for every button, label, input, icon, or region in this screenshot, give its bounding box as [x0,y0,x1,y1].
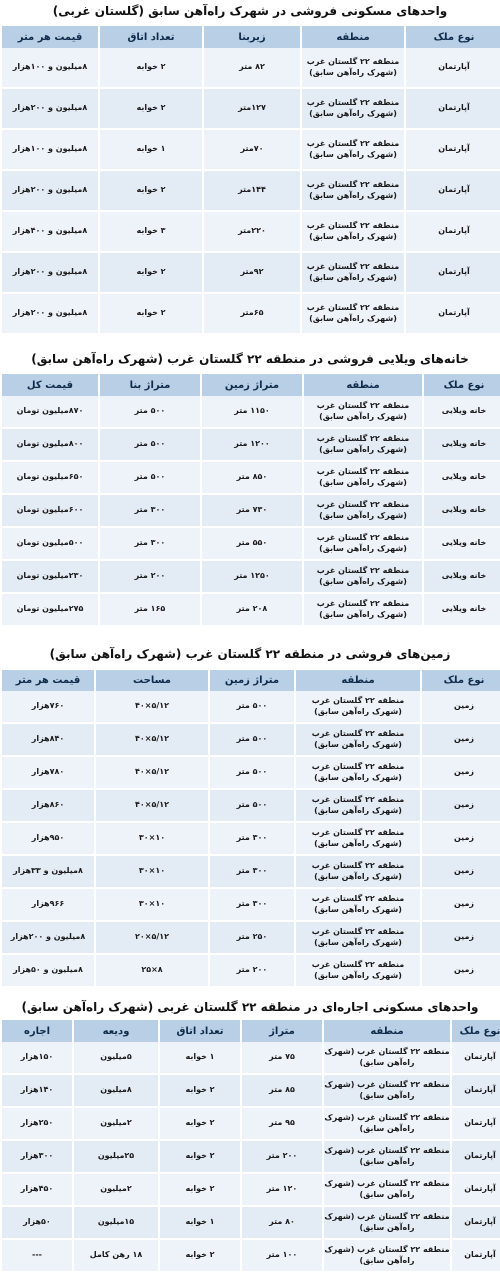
table-row [2,1042,500,1075]
table-cell: منطقه ۲۲ گلستان غرب (شهرک راه‌آهن سابق) [296,691,420,724]
table-cell: --- [2,1240,72,1273]
table-cell: ۸۵۰ متر [202,462,302,495]
table-cell: ۲۵۰ متر [210,922,294,955]
table-cell: ۷۶۰هزار [2,691,94,724]
table-cell: ۵میلیون [74,1042,158,1075]
table-cell: ۸۵ متر [242,1075,322,1108]
column-header: نوع ملک [424,374,500,396]
table-cell: آپارتمان [452,1141,500,1174]
table-cell: ۳ خوابه [100,212,202,253]
table-row [2,1141,500,1174]
sale-villas-section [0,346,500,636]
table-cell: ۵/۱۲×۲۰ [96,922,208,955]
column-header: زیربنا [204,26,300,48]
table-cell: ۵۰۰میلیون تومان [2,528,98,561]
table-cell: منطقه ۲۲ گلستان غرب (شهرک راه‌آهن سابق) [324,1207,450,1240]
table-cell: منطقه ۲۲ گلستان غرب (شهرک راه‌آهن سابق) [324,1141,450,1174]
table-cell: ۲ خوابه [100,294,202,335]
table-cell: خانه ویلایی [424,528,500,561]
table-cell: آپارتمان [406,253,500,294]
table-cell: ۱۲۷متر [204,89,300,130]
table-row [2,462,500,495]
table-cell: ۸میلیون و ۲۰۰هزار [2,171,98,212]
table-cell: منطقه ۲۲ گلستان غرب (شهرک راه‌آهن سابق) [296,790,420,823]
table-cell: ۲۳۰میلیون تومان [2,561,98,594]
table-cell: ۱۴۰هزار [2,1075,72,1108]
table-cell: ۸میلیون [74,1075,158,1108]
table-cell: ۱۲۰۰ متر [202,429,302,462]
table-cell: ۹۶۶هزار [2,889,94,922]
table-cell: ۵۰۰ متر [210,724,294,757]
table-row [2,1240,500,1273]
table-cell: ۵/۱۲×۴۰ [96,691,208,724]
table-cell: ۱ خوابه [160,1042,240,1075]
table-cell: ۸×۲۵ [96,955,208,988]
table-cell: منطقه ۲۲ گلستان غرب (شهرک راه‌آهن سابق) [296,757,420,790]
table-cell: ۲۷۵میلیون تومان [2,594,98,627]
table-cell: خانه ویلایی [424,429,500,462]
table-row [2,48,500,89]
table-cell: آپارتمان [406,171,500,212]
table-cell: زمین [422,691,500,724]
sale-villas-table [0,374,500,627]
table-row [2,1174,500,1207]
table-cell: منطقه ۲۲ گلستان غرب (شهرک راه‌آهن سابق) [302,89,404,130]
column-header: نوع ملک [422,670,500,691]
column-header: متراژ [242,1020,322,1042]
table-cell: ۶۰۰میلیون تومان [2,495,98,528]
table-cell: منطقه ۲۲ گلستان غرب (شهرک راه‌آهن سابق) [296,856,420,889]
table-cell: آپارتمان [452,1108,500,1141]
table-cell: ۵/۱۲×۴۰ [96,757,208,790]
table-cell: ۷۵ متر [242,1042,322,1075]
table-cell: ۸میلیون و ۳۳هزار [2,856,94,889]
table-cell: ۲میلیون [74,1174,158,1207]
table-cell: آپارتمان [452,1174,500,1207]
section-title: واحدهای مسکونی اجاره‌ای در منطقه ۲۲ گلستان غربی (شهرک راه‌آهن سابق) [21,1000,479,1014]
table-row [2,528,500,561]
table-cell: ۵/۱۲×۴۰ [96,790,208,823]
table-cell: ۲ خوابه [100,171,202,212]
table-cell: ۸۷۰میلیون تومان [2,396,98,429]
table-cell: ۲۰۸ متر [202,594,302,627]
table-cell: خانه ویلایی [424,495,500,528]
table-cell: ۳۰۰هزار [2,1141,72,1174]
table-cell: ۳۰۰ متر [210,823,294,856]
table-cell: ۲ خوابه [160,1075,240,1108]
table-cell: ۹۵۰هزار [2,823,94,856]
table-cell: آپارتمان [452,1042,500,1075]
table-cell: زمین [422,724,500,757]
table-cell: ۱۵۰هزار [2,1042,72,1075]
table-cell: منطقه ۲۲ گلستان غرب (شهرک راه‌آهن سابق) [302,48,404,89]
table-cell: ۳۰۰ متر [100,528,200,561]
table-cell: منطقه ۲۲ گلستان غرب (شهرک راه‌آهن سابق) [296,922,420,955]
table-header-row [2,26,500,48]
table-cell: ۱۰×۳۰ [96,823,208,856]
table-cell: ۲۰۰ متر [242,1141,322,1174]
table-cell: ۲۰۰ متر [100,561,200,594]
table-cell: ۱۰×۳۰ [96,856,208,889]
table-cell: منطقه ۲۲ گلستان غرب (شهرک راه‌آهن سابق) [304,396,422,429]
table-cell: ۸میلیون و ۵۰هزار [2,955,94,988]
column-header: منطقه [296,670,420,691]
column-header: مساحت [96,670,208,691]
table-cell: ۵۵۰ متر [202,528,302,561]
column-header: منطقه [304,374,422,396]
column-header: منطقه [302,26,404,48]
column-header: متراژ بنا [100,374,200,396]
column-header: نوع ملک [406,26,500,48]
table-cell: ۱۲۰ متر [242,1174,322,1207]
table-cell: آپارتمان [406,48,500,89]
table-cell: ۵۰۰ متر [100,429,200,462]
table-cell: ۸میلیون و ۴۰۰هزار [2,212,98,253]
table-cell: ۵۰هزار [2,1207,72,1240]
table-row [2,955,500,988]
table-cell: ۲۰۰ متر [210,955,294,988]
table-row [2,691,500,724]
table-cell: ۲ خوابه [160,1108,240,1141]
table-cell: منطقه ۲۲ گلستان غرب (شهرک راه‌آهن سابق) [324,1042,450,1075]
table-cell: ۹۲متر [204,253,300,294]
table-row [2,253,500,294]
table-cell: آپارتمان [406,212,500,253]
table-cell: ۶۵متر [204,294,300,335]
table-cell: ۲۵میلیون [74,1141,158,1174]
table-cell: آپارتمان [406,294,500,335]
section-title: واحدهای مسکونی فروشی در شهرک راه‌آهن سابق (گلستان غربی) [52,4,448,18]
column-header: تعداد اتاق [100,26,202,48]
table-cell: ۸میلیون و ۱۰۰هزار [2,48,98,89]
sale-lands-section [0,640,500,990]
table-row [2,89,500,130]
table-cell: منطقه ۲۲ گلستان غرب (شهرک راه‌آهن سابق) [302,294,404,335]
table-cell: ۲ خوابه [100,253,202,294]
table-cell: ۷۸۰هزار [2,757,94,790]
rental-apartments-table [0,1020,500,1273]
table-cell: ۱ خوابه [160,1207,240,1240]
table-cell: ۲ خوابه [160,1240,240,1273]
table-cell: منطقه ۲۲ گلستان غرب (شهرک راه‌آهن سابق) [296,823,420,856]
table-row [2,171,500,212]
table-cell: ۱۰۰ متر [242,1240,322,1273]
table-row [2,856,500,889]
table-cell: منطقه ۲۲ گلستان غرب (شهرک راه‌آهن سابق) [302,171,404,212]
table-row [2,1207,500,1240]
table-cell: ۵۰۰ متر [210,757,294,790]
table-cell: ۲میلیون [74,1108,158,1141]
table-row [2,790,500,823]
table-cell: ۳۰۰ متر [210,856,294,889]
column-header: منطقه [324,1020,450,1042]
table-row [2,396,500,429]
table-cell: زمین [422,889,500,922]
table-cell: زمین [422,823,500,856]
table-cell: ۸۶۰هزار [2,790,94,823]
rental-apartments-section [0,994,500,1280]
table-cell: زمین [422,757,500,790]
table-header-row [2,374,500,396]
table-cell: زمین [422,790,500,823]
table-header-row [2,1020,500,1042]
table-cell: ۲ خوابه [160,1174,240,1207]
table-cell: منطقه ۲۲ گلستان غرب (شهرک راه‌آهن سابق) [302,212,404,253]
table-cell: آپارتمان [452,1240,500,1273]
column-header: ودیعه [74,1020,158,1042]
table-cell: منطقه ۲۲ گلستان غرب (شهرک راه‌آهن سابق) [296,889,420,922]
table-cell: ۸میلیون و ۲۰۰هزار [2,922,94,955]
table-cell: ۱۲۵۰ متر [202,561,302,594]
column-header: قیمت هر متر [2,670,94,691]
sale-apartments-table [0,26,500,335]
table-cell: ۸میلیون و ۲۰۰هزار [2,253,98,294]
table-cell: زمین [422,955,500,988]
column-header: قیمت کل [2,374,98,396]
column-header: قیمت هر متر [2,26,98,48]
table-header-row [2,670,500,691]
table-cell: ۸۰۰میلیون تومان [2,429,98,462]
column-header: اجاره [2,1020,72,1042]
table-row [2,594,500,627]
table-cell: ۸میلیون و ۱۰۰هزار [2,130,98,171]
column-header: تعداد اتاق [160,1020,240,1042]
table-cell: ۲۵۰هزار [2,1108,72,1141]
sale-lands-table [0,670,500,988]
table-cell: خانه ویلایی [424,396,500,429]
table-cell: منطقه ۲۲ گلستان غرب (شهرک راه‌آهن سابق) [304,561,422,594]
table-cell: منطقه ۲۲ گلستان غرب (شهرک راه‌آهن سابق) [324,1240,450,1273]
column-header: متراژ زمین [210,670,294,691]
column-header: متراژ زمین [202,374,302,396]
table-cell: منطقه ۲۲ گلستان غرب (شهرک راه‌آهن سابق) [304,528,422,561]
table-cell: ۴۵۰هزار [2,1174,72,1207]
table-cell: منطقه ۲۲ گلستان غرب (شهرک راه‌آهن سابق) [296,955,420,988]
section-title: زمین‌های فروشی در منطقه ۲۲ گلستان غرب (شهرک راه‌آهن سابق) [49,647,451,661]
table-cell: آپارتمان [452,1075,500,1108]
table-cell: ۲ خوابه [160,1141,240,1174]
table-cell: ۸میلیون و ۲۰۰هزار [2,294,98,335]
table-cell: ۱۸ رهن کامل [74,1240,158,1273]
table-cell: ۵/۱۲×۴۰ [96,724,208,757]
table-cell: منطقه ۲۲ گلستان غرب (شهرک راه‌آهن سابق) [324,1174,450,1207]
table-cell: خانه ویلایی [424,561,500,594]
table-cell: خانه ویلایی [424,462,500,495]
table-cell: منطقه ۲۲ گلستان غرب (شهرک راه‌آهن سابق) [302,253,404,294]
table-cell: ۸میلیون و ۲۰۰هزار [2,89,98,130]
table-cell: آپارتمان [406,89,500,130]
table-row [2,889,500,922]
table-cell: منطقه ۲۲ گلستان غرب (شهرک راه‌آهن سابق) [304,462,422,495]
table-cell: ۱۰×۳۰ [96,889,208,922]
table-cell: آپارتمان [452,1207,500,1240]
table-cell: منطقه ۲۲ گلستان غرب (شهرک راه‌آهن سابق) [324,1108,450,1141]
column-header: نوع ملک [452,1020,500,1042]
table-cell: منطقه ۲۲ گلستان غرب (شهرک راه‌آهن سابق) [304,495,422,528]
table-cell: ۵۰۰ متر [100,462,200,495]
table-row [2,1108,500,1141]
table-cell: منطقه ۲۲ گلستان غرب (شهرک راه‌آهن سابق) [302,130,404,171]
sale-apartments-section [0,0,500,340]
table-row [2,561,500,594]
table-row [2,823,500,856]
table-row [2,294,500,335]
table-cell: ۲ خوابه [100,89,202,130]
table-cell: ۱ خوابه [100,130,202,171]
table-row [2,130,500,171]
table-row [2,1075,500,1108]
table-row [2,922,500,955]
table-row [2,212,500,253]
table-row [2,429,500,462]
table-row [2,724,500,757]
table-cell: خانه ویلایی [424,594,500,627]
table-cell: منطقه ۲۲ گلستان غرب (شهرک راه‌آهن سابق) [296,724,420,757]
table-cell: ۲۲۰متر [204,212,300,253]
table-cell: ۹۵ متر [242,1108,322,1141]
table-cell: ۵۰۰ متر [210,691,294,724]
table-cell: ۱۵میلیون [74,1207,158,1240]
table-cell: منطقه ۲۲ گلستان غرب (شهرک راه‌آهن سابق) [304,594,422,627]
table-cell: ۸۴۰هزار [2,724,94,757]
table-cell: ۳۰۰ متر [100,495,200,528]
table-row [2,495,500,528]
table-cell: ۱۶۵ متر [100,594,200,627]
table-cell: منطقه ۲۲ گلستان غرب (شهرک راه‌آهن سابق) [324,1075,450,1108]
table-cell: منطقه ۲۲ گلستان غرب (شهرک راه‌آهن سابق) [304,429,422,462]
table-cell: ۳۰۰ متر [210,889,294,922]
table-cell: آپارتمان [406,130,500,171]
table-cell: ۲ خوابه [100,48,202,89]
table-row [2,757,500,790]
table-cell: ۵۰۰ متر [100,396,200,429]
table-cell: ۱۴۴متر [204,171,300,212]
table-cell: ۸۲ متر [204,48,300,89]
table-cell: زمین [422,922,500,955]
table-cell: ۷۰متر [204,130,300,171]
table-cell: زمین [422,856,500,889]
table-cell: ۵۰۰ متر [210,790,294,823]
table-cell: ۶۵۰میلیون تومان [2,462,98,495]
section-title: خانه‌های ویلایی فروشی در منطقه ۲۲ گلستان غرب (شهرک راه‌آهن سابق) [31,352,469,366]
table-cell: ۷۳۰ متر [202,495,302,528]
table-cell: ۱۱۵۰ متر [202,396,302,429]
table-cell: ۸۰ متر [242,1207,322,1240]
